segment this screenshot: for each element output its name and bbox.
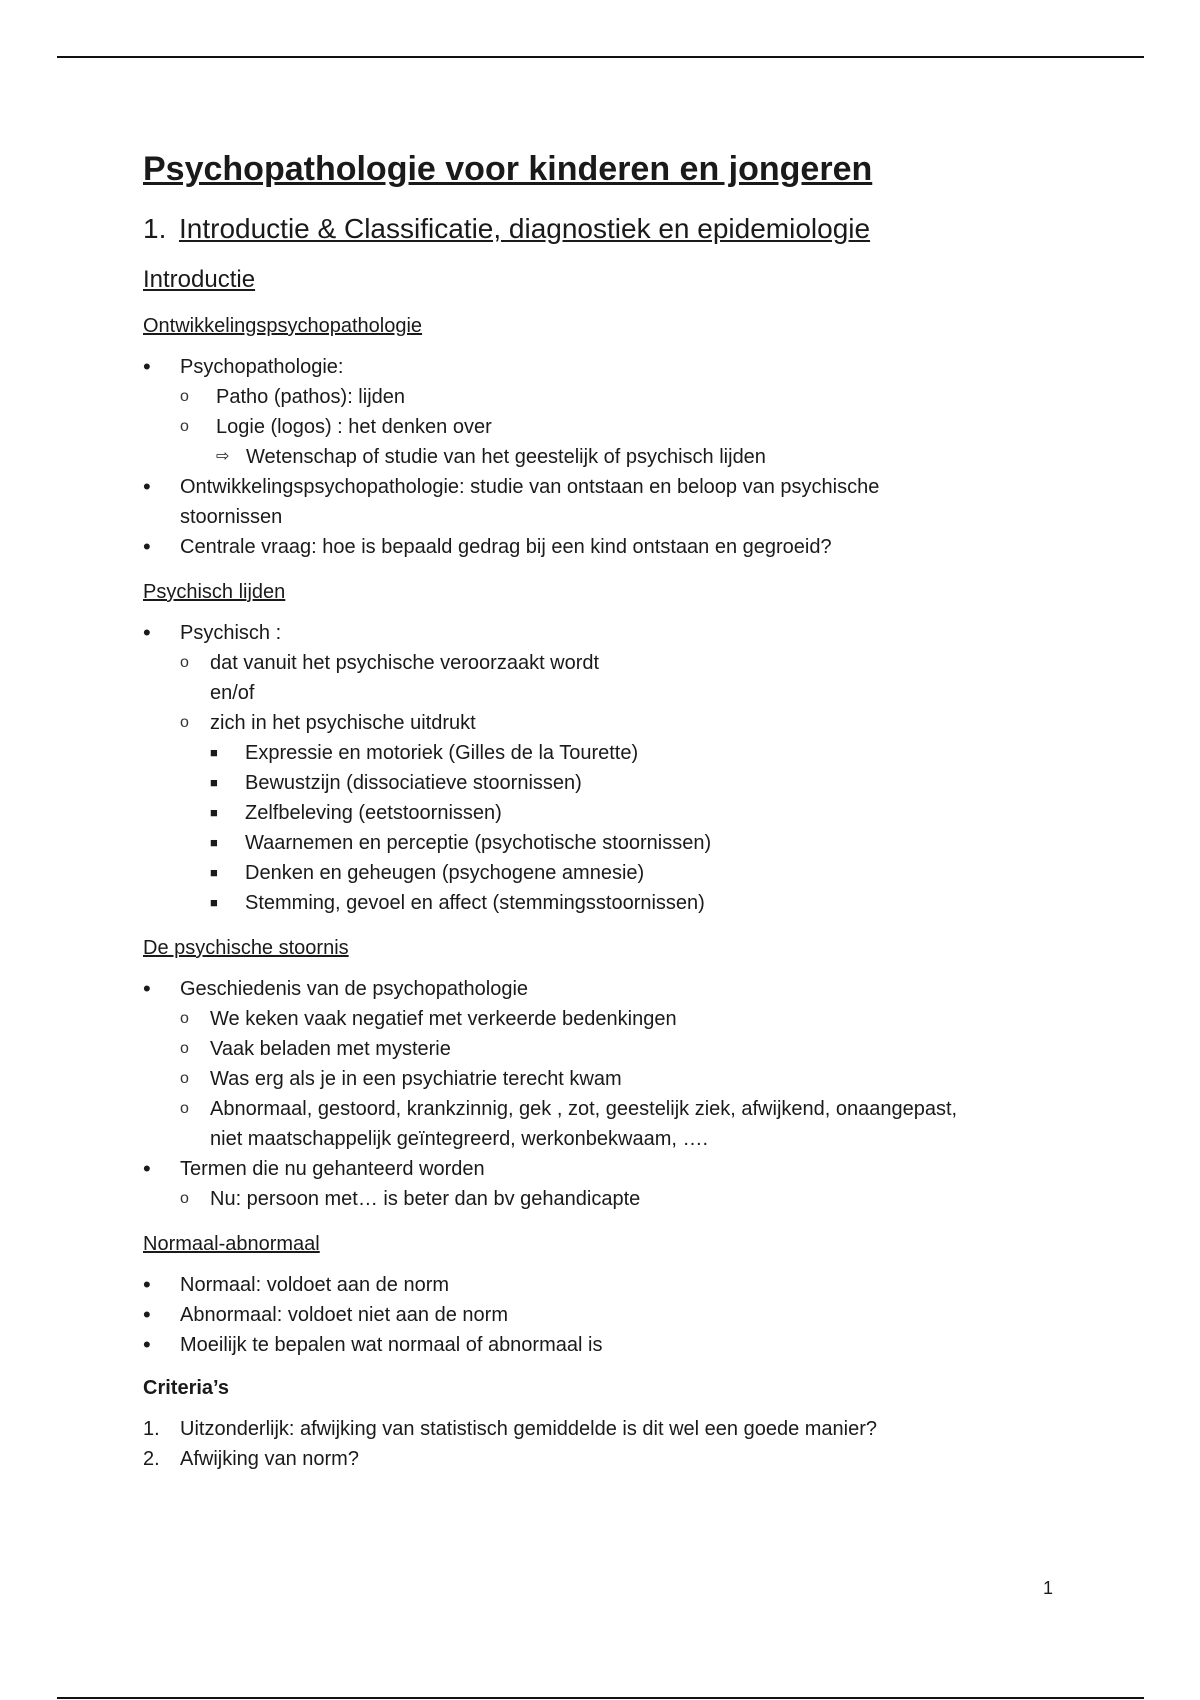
list-item (143, 1330, 1063, 1360)
subheading-ontwikkeling: Ontwikkelingspsychopathologie (143, 315, 423, 337)
square-bullet-icon: ■ (210, 745, 218, 760)
subheading-psychische-stoornis: De psychische stoornis (143, 937, 349, 959)
list-item-text: zich in het psychische uitdrukt (210, 712, 476, 734)
bullet-icon: • (143, 1156, 151, 1181)
circle-bullet-icon: o (180, 714, 189, 731)
circle-bullet-icon: o (180, 1010, 189, 1027)
list-item-text: Waarnemen en perceptie (psychotische stoornissen) (245, 832, 712, 854)
list-item-text: Stemming, gevoel en affect (stemmingsstoornissen) (245, 892, 705, 914)
circle-bullet-icon: o (180, 1040, 189, 1057)
chapter-heading (143, 212, 1063, 246)
list-item (143, 352, 1063, 472)
list-item (143, 974, 1063, 1154)
list-item-text: Afwijking van norm? (180, 1448, 359, 1470)
list-item (210, 888, 1063, 918)
list-item (180, 1064, 1063, 1094)
numbered-list (143, 1414, 1063, 1474)
circle-bullet-icon: o (180, 654, 189, 671)
arrow-item (216, 442, 1063, 472)
list-item-text: Psychisch : (180, 622, 282, 644)
list-item (180, 1184, 1063, 1214)
list-item-continuation: stoornissen (180, 506, 283, 528)
circle-bullet-icon: o (180, 1070, 189, 1087)
page-number: 1 (1043, 1578, 1054, 1598)
list-item-text: Psychopathologie: (180, 356, 344, 378)
list-number: 2. (143, 1448, 160, 1470)
list-item-text: Bewustzijn (dissociatieve stoornissen) (245, 772, 582, 794)
subheading-normaal-abnormaal: Normaal-abnormaal (143, 1233, 320, 1255)
sub-list (180, 648, 1063, 918)
list-item (210, 768, 1063, 798)
list-item-text: dat vanuit het psychische veroorzaakt wordt (210, 652, 600, 674)
bullet-icon: • (143, 354, 151, 379)
list-item (143, 618, 1063, 918)
list-item-text: Moeilijk te bepalen wat normaal of abnormaal is (180, 1334, 603, 1356)
list-item (143, 1270, 1063, 1300)
list-item (210, 858, 1063, 888)
list-item (210, 738, 1063, 768)
list-item-text: Abnormaal: voldoet niet aan de norm (180, 1304, 508, 1326)
bullet-icon: • (143, 534, 151, 559)
chapter-title: Introductie & Classificatie, diagnostiek en epidemiologie (179, 213, 871, 244)
list-item (143, 1154, 1063, 1214)
list-item-text: Abnormaal, gestoord, krankzinnig, gek , zot, geestelijk ziek, afwijkend, onaangepast, (210, 1098, 958, 1120)
list-item (180, 1034, 1063, 1064)
list-item-text: Normaal: voldoet aan de norm (180, 1274, 450, 1296)
list-item (210, 828, 1063, 858)
bullet-list (143, 974, 1063, 1214)
square-bullet-icon: ■ (210, 805, 218, 820)
list-item (180, 412, 1063, 472)
list-item (143, 1414, 1063, 1444)
list-item (180, 648, 1063, 708)
circle-bullet-icon: o (180, 388, 189, 405)
bullet-icon: • (143, 976, 151, 1001)
bullet-icon: • (143, 620, 151, 645)
square-bullet-icon: ■ (210, 865, 218, 880)
square-bullet-icon: ■ (210, 835, 218, 850)
section-heading: Introductie (143, 266, 256, 293)
bullet-list (143, 1270, 1063, 1360)
list-item-text: Uitzonderlijk: afwijking van statistisch gemiddelde is dit wel een goede manier? (180, 1418, 878, 1440)
bullet-icon: • (143, 1272, 151, 1297)
document-body (143, 148, 1063, 1474)
list-item (210, 798, 1063, 828)
list-item-text: Was erg als je in een psychiatrie terecht kwam (210, 1068, 622, 1090)
list-item (180, 1094, 1063, 1154)
list-item-continuation: en/of (210, 682, 255, 704)
subheading-criteria: Criteria’s (143, 1377, 229, 1399)
list-item-text: Termen die nu gehanteerd worden (180, 1158, 485, 1180)
bullet-icon: • (143, 1302, 151, 1327)
sub-sub-list (210, 738, 1063, 918)
bullet-icon: • (143, 474, 151, 499)
header-rule (57, 56, 1144, 58)
bullet-list (143, 352, 1063, 562)
bullet-icon: • (143, 1332, 151, 1357)
list-item-text: Zelfbeleving (eetstoornissen) (245, 802, 502, 824)
list-item-text: Logie (logos) : het denken over (216, 416, 492, 438)
list-item (143, 1444, 1063, 1474)
list-item-text: Centrale vraag: hoe is bepaald gedrag bij een kind ontstaan en gegroeid? (180, 536, 832, 558)
list-item-text: Geschiedenis van de psychopathologie (180, 978, 529, 1000)
list-item-text: Nu: persoon met… is beter dan bv gehandicapte (210, 1188, 641, 1210)
list-item-continuation: niet maatschappelijk geïntegreerd, werkonbekwaam, …. (210, 1128, 709, 1150)
square-bullet-icon: ■ (210, 775, 218, 790)
list-item-text: Vaak beladen met mysterie (210, 1038, 451, 1060)
list-item-text: We keken vaak negatief met verkeerde bedenkingen (210, 1008, 677, 1030)
list-item-text: Ontwikkelingspsychopathologie: studie van ontstaan en beloop van psychische (180, 476, 880, 498)
arrow-right-icon: ⇨ (216, 448, 230, 465)
list-item-text: Denken en geheugen (psychogene amnesie) (245, 862, 645, 884)
list-item (143, 472, 1063, 532)
list-number: 1. (143, 1418, 160, 1440)
bullet-list (143, 618, 1063, 918)
footer-rule (57, 1697, 1144, 1699)
list-item-text: Expressie en motoriek (Gilles de la Tourette) (245, 742, 639, 764)
circle-bullet-icon: o (180, 1190, 189, 1207)
subheading-psychisch-lijden: Psychisch lijden (143, 581, 286, 603)
sub-list (180, 1004, 1063, 1154)
document-title: Psychopathologie voor kinderen en jongeren (143, 150, 873, 188)
list-item (143, 532, 1063, 562)
list-item-text: Patho (pathos): lijden (216, 386, 406, 408)
square-bullet-icon: ■ (210, 895, 218, 910)
circle-bullet-icon: o (180, 418, 189, 435)
sub-list (180, 382, 1063, 472)
list-item-text: Wetenschap of studie van het geestelijk of psychisch lijden (246, 446, 766, 468)
list-item (180, 708, 1063, 918)
list-item (180, 382, 1063, 412)
chapter-number: 1. (143, 213, 167, 244)
circle-bullet-icon: o (180, 1100, 189, 1117)
list-item (143, 1300, 1063, 1330)
sub-list (180, 1184, 1063, 1214)
list-item (180, 1004, 1063, 1034)
